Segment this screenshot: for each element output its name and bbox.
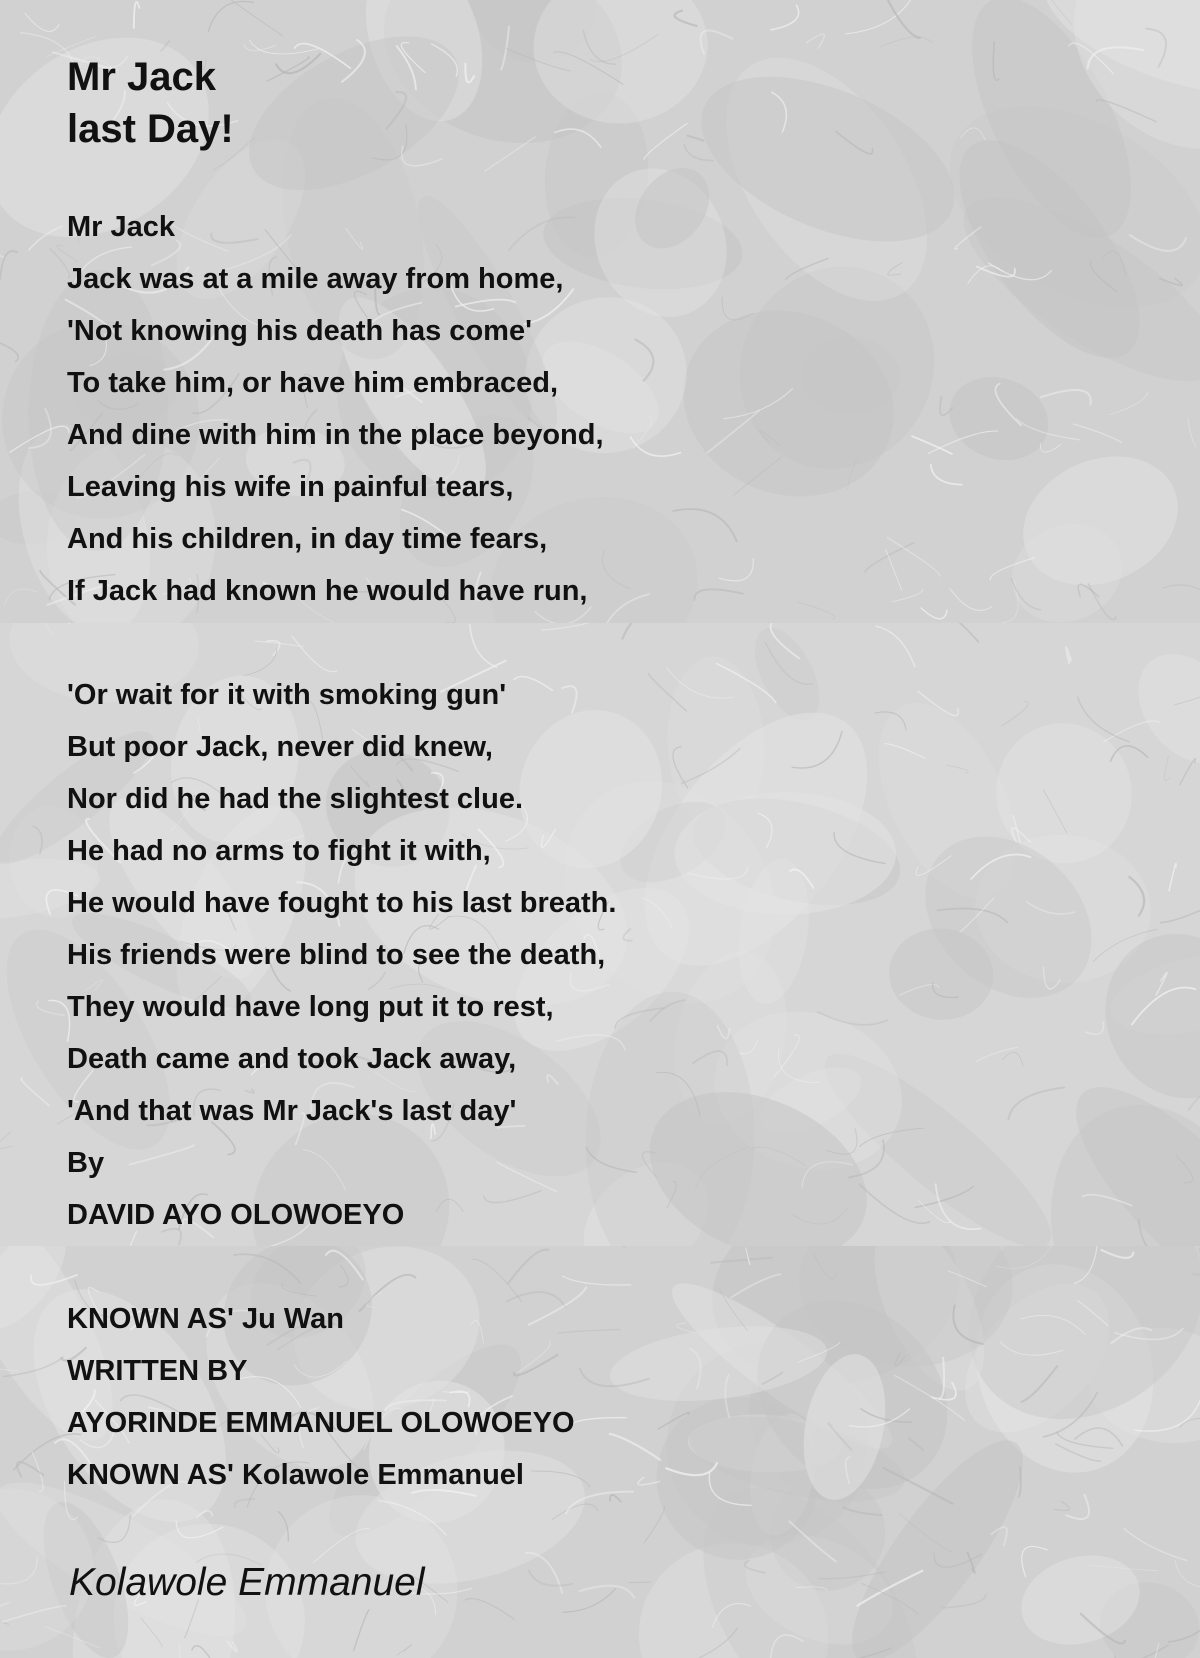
poem-title	[67, 51, 234, 155]
poem-line: Mr Jack	[67, 211, 176, 243]
poem-line: KNOWN AS' Kolawole Emmanuel	[67, 1459, 524, 1491]
poem-line: WRITTEN BY	[67, 1355, 248, 1387]
background-band-2	[0, 623, 1200, 1246]
poem-title-line-1: Mr Jack	[67, 55, 216, 99]
poem-line: By	[67, 1147, 105, 1179]
poem-line: Leaving his wife in painful tears,	[67, 471, 514, 503]
poem-line: They would have long put it to rest,	[67, 991, 554, 1023]
poem-title-line-2: last Day!	[67, 107, 234, 151]
poem-line: If Jack had known he would have run,	[67, 575, 588, 607]
poem-author: Kolawole Emmanuel	[69, 1561, 425, 1604]
poem-line: AYORINDE EMMANUEL OLOWOEYO	[67, 1407, 575, 1439]
poem-line: Nor did he had the slightest clue.	[67, 783, 523, 815]
poem-line: And dine with him in the place beyond,	[67, 419, 604, 451]
poem-line: KNOWN AS' Ju Wan	[67, 1303, 345, 1335]
poem-line: 'Not knowing his death has come'	[67, 315, 532, 347]
poem-line: Jack was at a mile away from home,	[67, 263, 564, 295]
poem-line: But poor Jack, never did knew,	[67, 731, 493, 763]
poem-line: His friends were blind to see the death,	[67, 939, 606, 971]
poem-line: 'Or wait for it with smoking gun'	[67, 679, 507, 711]
poem-line: Death came and took Jack away,	[67, 1043, 517, 1075]
poem-line: He had no arms to fight it with,	[67, 835, 491, 867]
poem-line: 'And that was Mr Jack's last day'	[67, 1095, 517, 1127]
poem-line: And his children, in day time fears,	[67, 523, 548, 555]
poem-line: To take him, or have him embraced,	[67, 367, 559, 399]
poem-line: He would have fought to his last breath.	[67, 887, 617, 919]
texture-svg	[0, 623, 1200, 1246]
poem-line: DAVID AYO OLOWOEYO	[67, 1199, 405, 1231]
